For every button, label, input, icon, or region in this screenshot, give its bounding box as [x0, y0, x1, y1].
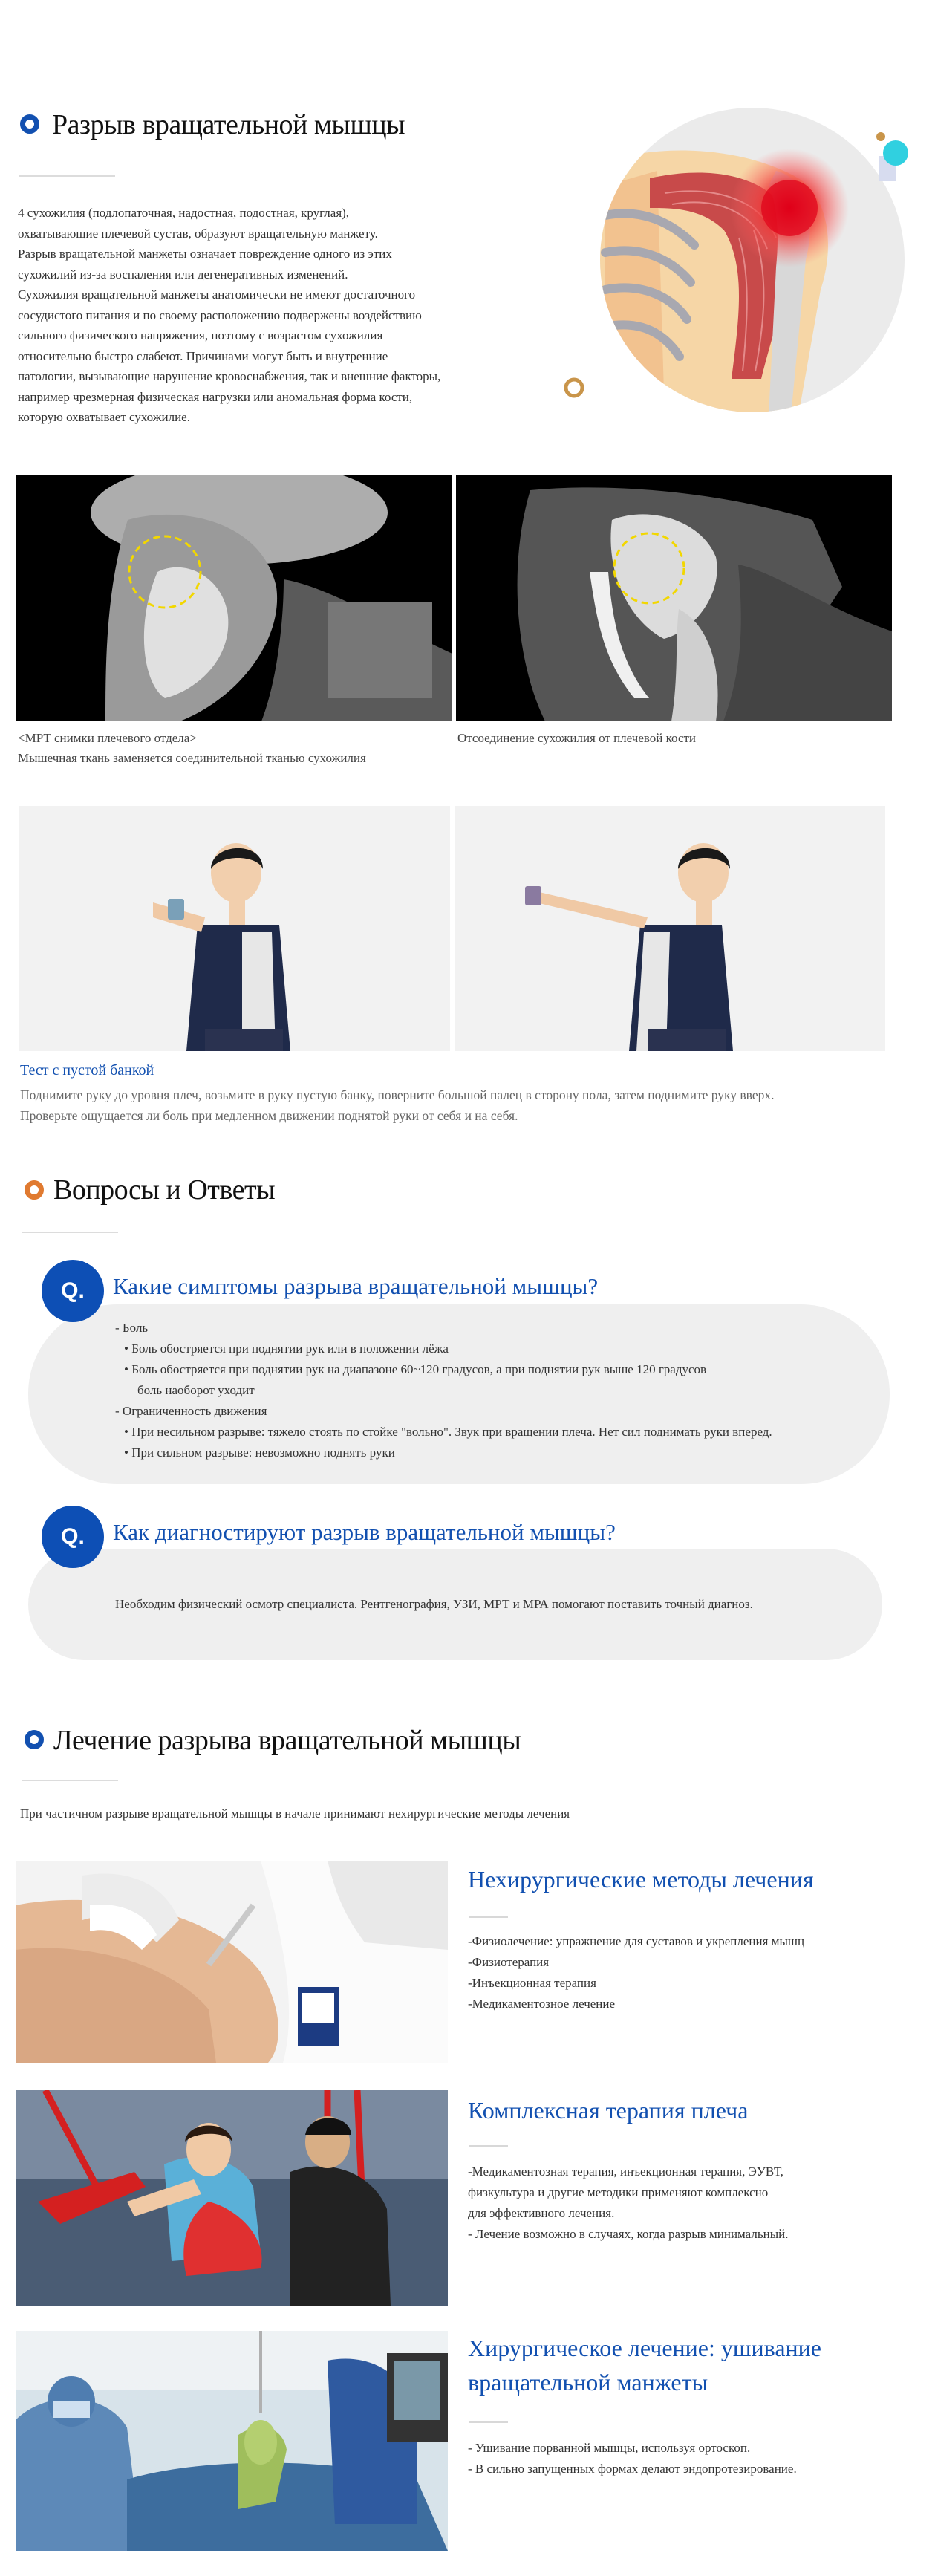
treatment-photo-complex-therapy — [16, 2090, 448, 2306]
mri-caption-left: <МРТ снимки плечевого отдела> Мышечная ткань заменяется соединительной тканью сухожилия — [18, 731, 366, 765]
shoulder-illustration — [553, 97, 925, 416]
answer-text-symptoms — [115, 1318, 772, 1463]
answer-line: • Боль обостряется при поднятии рук или в положении лёжа — [124, 1341, 449, 1356]
answer-line: • При несильном разрыве: тяжело стоять по стойке "вольно". Звук при вращении плеча. Нет сил поднимать руки вперед. — [124, 1425, 772, 1439]
section-bullet-icon — [25, 1180, 44, 1200]
mri-image-right — [456, 475, 892, 721]
section-title-qa: Вопросы и Ответы — [53, 1174, 276, 1206]
q-badge: Q. — [42, 1260, 104, 1322]
treatment-photo-surgery — [16, 2331, 448, 2551]
intro-paragraph: 4 сухожилия (подлопаточная, надостная, подостная, круглая), охватывающие плечевой сустав, образуют вращательную манжету. Разрыв вращательной манжеты означает повреждение одного из этих сухожилий из-за воспаления или дегенеративных изменений. Сухожилия вращательной манжеты анатомически не имеют достаточного сосудистого питания и по своему расположению подвержены воздействию сильного физического напряжения, поэтому с возрастом сухожилия относительно быстро слабеют. Причинами могут быть и внутренние патологии, вызывающие нарушение кровоснабжения, так и внешние факторы, например чрезмерная физическая нагрузки или аномальная форма кости, которую охватывает сухожилие. — [18, 206, 441, 424]
divider — [22, 1232, 118, 1233]
divider — [469, 2145, 508, 2147]
empty-can-test-photo-2 — [455, 806, 885, 1051]
treatment-title-surgical: Хирургическое лечение: ушивание вращательной манжеты — [468, 2335, 821, 2396]
treatment-photo-injection — [16, 1861, 448, 2063]
section-bullet-icon — [25, 1730, 44, 1749]
section-title-treatment: Лечение разрыва вращательной мышцы — [53, 1725, 521, 1756]
divider — [22, 1780, 118, 1781]
q-badge: Q. — [42, 1506, 104, 1568]
section-title-rotator-cuff: Разрыв вращательной мышцы — [52, 109, 405, 140]
treatment-title-complex: Комплексная терапия плеча — [468, 2097, 749, 2124]
answer-line: • Боль обостряется при поднятии рук на диапазоне 60~120 градусов, а при поднятии рук выше 120 градусов боль наоборот уходит — [124, 1362, 707, 1397]
mri-caption-right: Отсоединение сухожилия от плечевой кости — [457, 731, 697, 745]
empty-can-test-photo-1 — [19, 806, 450, 1051]
treatment-intro: При частичном разрыве вращательной мышцы в начале принимают нехирургические методы лечения — [20, 1806, 570, 1821]
treatment-text-nonsurgical: -Физиолечение: упражнение для суставов и укрепления мышц -Физиотерапия -Инъекционная терапия -Медикаментозное лечение — [468, 1934, 805, 2011]
mri-image-left — [16, 475, 452, 721]
divider — [469, 1916, 508, 1918]
section-bullet-icon — [20, 114, 39, 134]
empty-can-test-title: Тест с пустой банкой — [20, 1062, 154, 1079]
treatment-text-complex: -Медикаментозная терапия, инъекционная терапия, ЭУВТ, физкультура и другие методики применяют комплексно для эффективного лечения. - Лечение возможно в случаях, когда разрыв минимальный. — [468, 2164, 789, 2241]
empty-can-test-text: Поднимите руку до уровня плеч, возьмите в руку пустую банку, поверните большой палец в сторону пола, затем поднимите руку вверх. Проверьте ощущается ли боль при медленном движении поднятой руки от себя и на себя. — [20, 1087, 775, 1123]
divider — [19, 175, 115, 177]
treatment-text-surgical: - Ушивание порванной мышцы, используя ортоскоп. - В сильно запущенных формах делают эндопротезирование. — [468, 2441, 797, 2476]
answer-text-diagnosis: Необходим физический осмотр специалиста. Рентгенография, УЗИ, МРТ и МРА помогают поставить точный диагноз. — [115, 1597, 753, 1611]
answer-line: - Боль — [115, 1321, 149, 1335]
divider — [469, 2421, 508, 2423]
answer-line: • При сильном разрыве: невозможно поднять руки — [124, 1445, 395, 1460]
question-title-diagnosis: Как диагностируют разрыв вращательной мышцы? — [113, 1519, 616, 1545]
treatment-title-nonsurgical: Нехирургические методы лечения — [468, 1866, 814, 1893]
answer-line: - Ограниченность движения — [115, 1404, 267, 1418]
question-title-symptoms: Какие симптомы разрыва вращательной мышцы? — [113, 1273, 599, 1299]
